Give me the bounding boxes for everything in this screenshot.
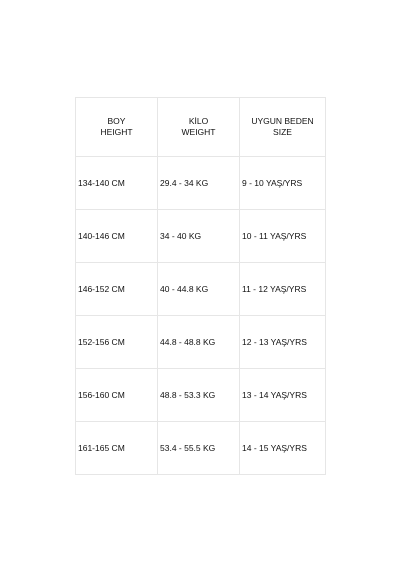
size-cell: 9 - 10 YAŞ/YRS (240, 157, 326, 210)
header-weight-tr: KİLO (188, 116, 209, 126)
table-row (76, 157, 326, 210)
size-cell: 14 - 15 YAŞ/YRS (240, 422, 326, 475)
header-size-en: SIZE (273, 127, 292, 137)
weight-cell: 40 - 44.8 KG (158, 263, 240, 316)
height-cell: 161-165 CM (76, 422, 158, 475)
size-chart-table (75, 97, 326, 475)
table-row (76, 316, 326, 369)
height-cell: 152-156 CM (76, 316, 158, 369)
size-cell: 12 - 13 YAŞ/YRS (240, 316, 326, 369)
height-cell: 140-146 CM (76, 210, 158, 263)
size-cell: 11 - 12 YAŞ/YRS (240, 263, 326, 316)
header-size (240, 98, 326, 157)
weight-cell: 34 - 40 KG (158, 210, 240, 263)
size-cell: 13 - 14 YAŞ/YRS (240, 369, 326, 422)
header-size-tr: UYGUN BEDEN (251, 116, 314, 126)
header-height (76, 98, 158, 157)
weight-cell: 53.4 - 55.5 KG (158, 422, 240, 475)
header-weight (158, 98, 240, 157)
table-row (76, 263, 326, 316)
header-height-tr: BOY (107, 116, 126, 126)
table-row (76, 422, 326, 475)
size-cell: 10 - 11 YAŞ/YRS (240, 210, 326, 263)
weight-cell: 48.8 - 53.3 KG (158, 369, 240, 422)
table-row (76, 210, 326, 263)
weight-cell: 44.8 - 48.8 KG (158, 316, 240, 369)
table-row (76, 369, 326, 422)
weight-cell: 29.4 - 34 KG (158, 157, 240, 210)
height-cell: 146-152 CM (76, 263, 158, 316)
height-cell: 156-160 CM (76, 369, 158, 422)
header-weight-en: WEIGHT (181, 127, 216, 137)
table-header-row (76, 98, 326, 157)
height-cell: 134-140 CM (76, 157, 158, 210)
header-height-en: HEIGHT (100, 127, 133, 137)
